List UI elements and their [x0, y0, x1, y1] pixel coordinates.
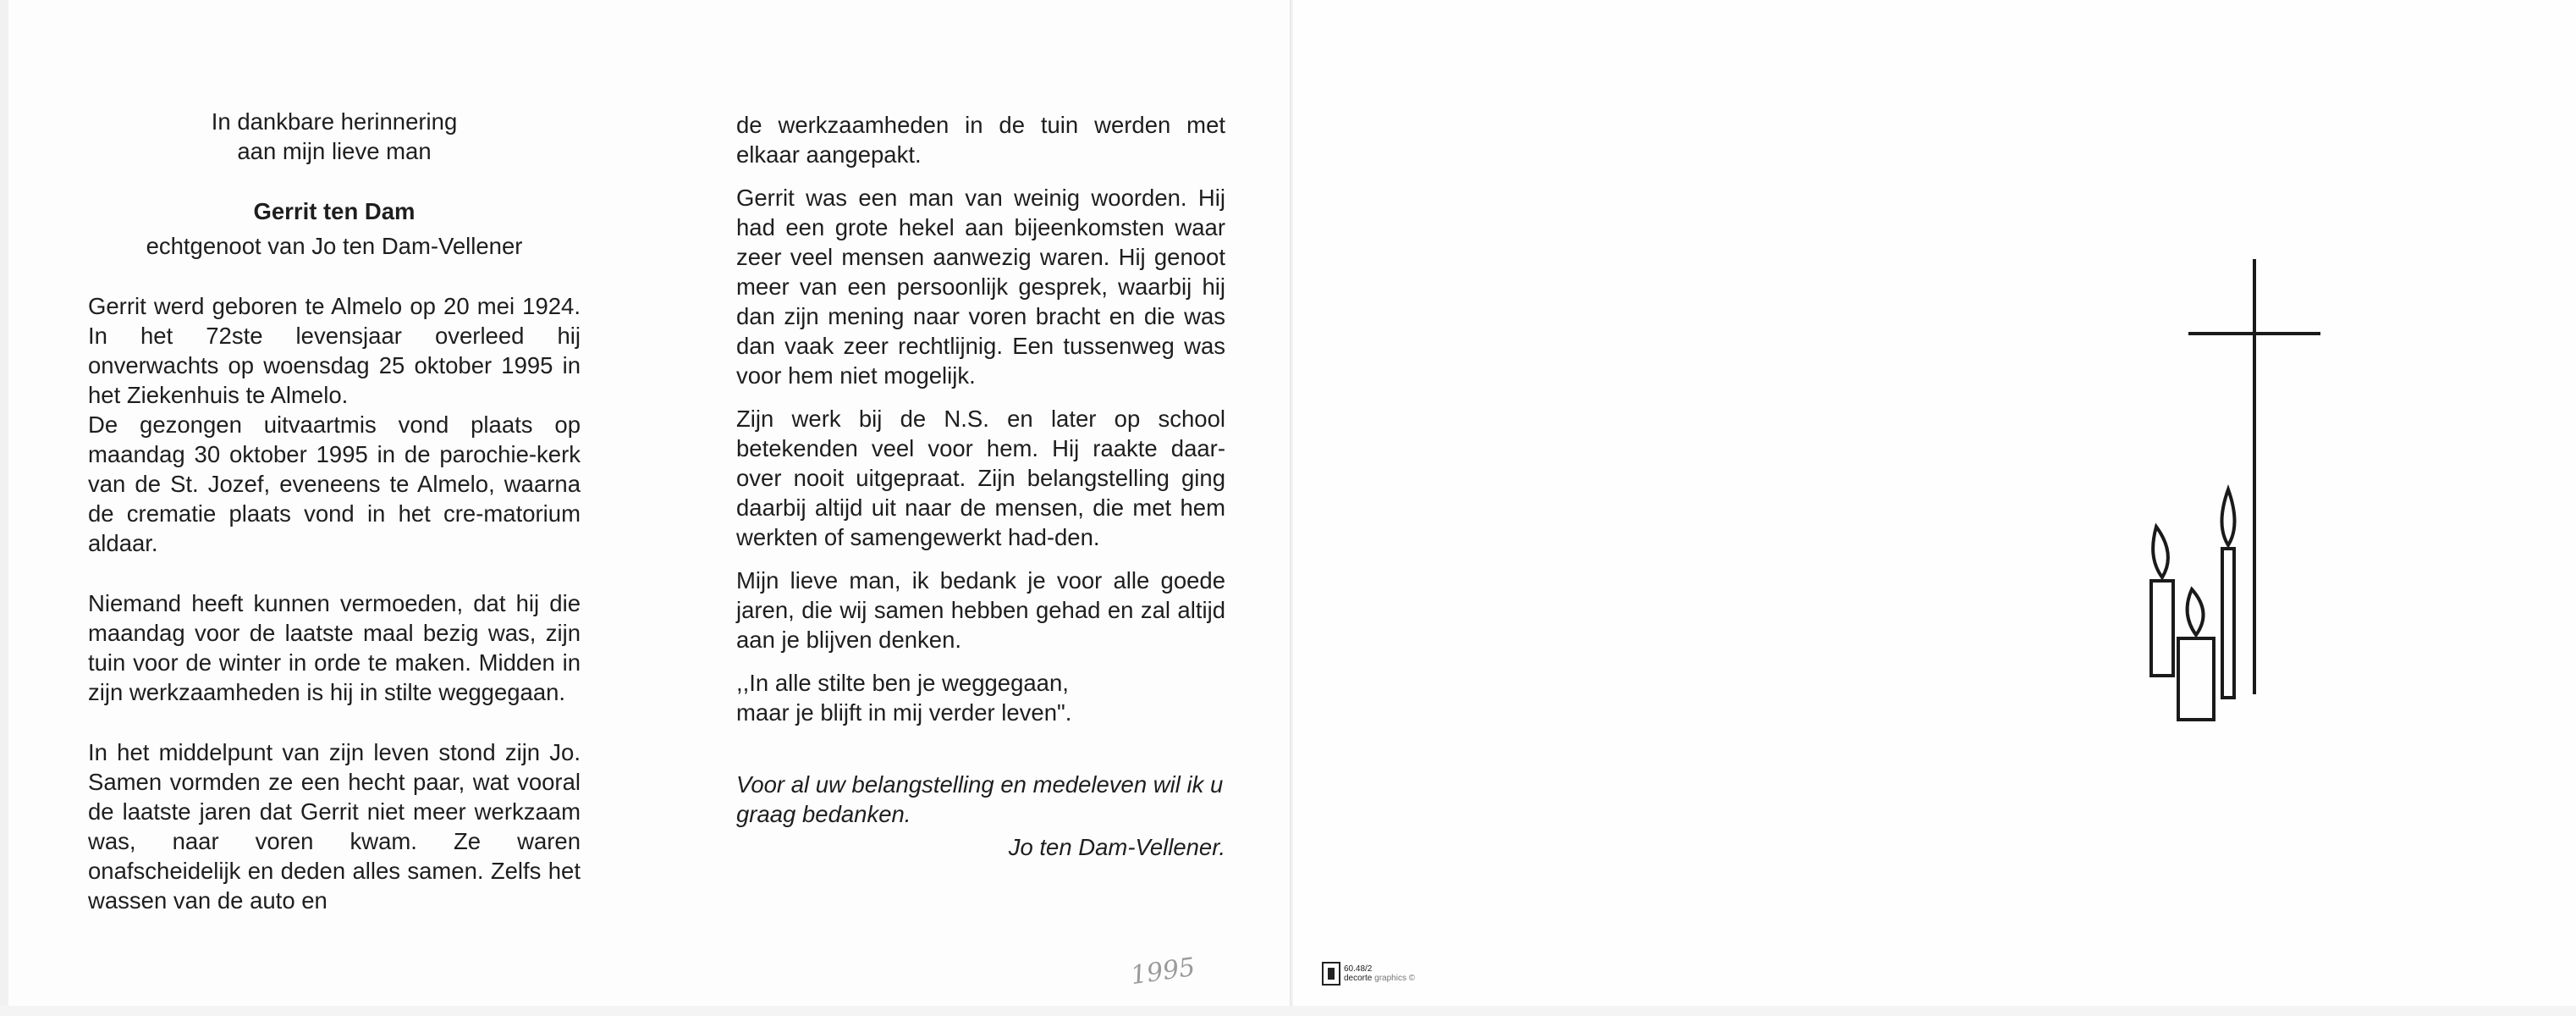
signature: Jo ten Dam-Vellener.	[1008, 834, 1225, 860]
text-column-right	[736, 110, 1225, 862]
candle-tall	[2222, 549, 2234, 698]
paragraph-continued: de werkzaamheden in de tuin werden met elkaar aangepakt.	[736, 112, 1225, 168]
paragraph-marriage: In het middelpunt van zijn leven stond zijn Jo. Samen vormden ze een hecht paar, wat vooral de laatste jaren dat Gerrit niet meer werkzaam was, naar voren kwam. Ze waren onafscheidelijk en deden alles samen. Zelfs het wassen van de auto en	[88, 739, 581, 914]
quote-line-1: ,,In alle stilte ben je weggegaan,	[736, 670, 1069, 696]
paragraph-birth-death: Gerrit werd geboren te Almelo op 20 mei 1924. In het 72ste levensjaar overleed hij onverwachts op woensdag 25 oktober 1995 in het Ziekenhuis te Almelo.	[88, 293, 581, 408]
cross-and-candles-icon	[2141, 254, 2327, 728]
paragraph-work: Zijn werk bij de N.S. en later op school betekenden veel voor hem. Hij raakte daar-over nooit uitgepraat. Zijn belangstelling ging daarbij altijd uit naar de mensen, die met hem werkten of samengewerkt had-den.	[736, 406, 1225, 550]
thanks-text: Voor al uw belangstelling en medeleven wil ik u graag bedanken.	[736, 771, 1224, 827]
spouse-line: echtgenoot van Jo ten Dam-Vellener	[146, 233, 523, 259]
publisher-logo	[1322, 962, 1415, 986]
candle-front	[2178, 638, 2214, 720]
publisher-logo-icon	[1322, 962, 1340, 986]
paragraph-farewell: Mijn lieve man, ik bedank je voor alle goede jaren, die wij samen hebben gehad en zal altijd aan je blijven denken.	[736, 567, 1225, 653]
card-fold	[1290, 0, 1293, 1016]
paragraph-garden: Niemand heeft kunnen vermoeden, dat hij die maandag voor de laatste maal bezig was, zijn tuin voor de winter in orde te maken. Midden in zijn werkzaamheden is hij in stilte weggegaan.	[88, 590, 581, 705]
text-column-left	[88, 107, 581, 915]
pencil-annotation: 1995	[1128, 952, 1197, 991]
paragraph-character: Gerrit was een man van weinig woorden. Hij had een grote hekel aan bijeenkomsten waar zeer veel mensen aanwezig waren. Hij genoot meer van een persoonlijk gesprek, waarbij hij dan zijn mening naar voren bracht en die was dan vaak zeer rechtlijnig. Een tussenweg was voor hem niet mogelijk.	[736, 185, 1225, 389]
deceased-name: Gerrit ten Dam	[253, 198, 416, 224]
flame-left	[2153, 527, 2168, 577]
header-line-2: aan mijn lieve man	[237, 138, 432, 164]
card-edge-left	[0, 0, 8, 1016]
publisher-code: 60.48/2	[1344, 964, 1373, 974]
quote-line-2: maar je blijft in mij verder leven".	[736, 699, 1072, 726]
publisher-name-suffix: graphics ©	[1374, 974, 1416, 983]
card-edge-bottom	[0, 1006, 2576, 1016]
flame-tall	[2222, 489, 2235, 545]
candle-left	[2151, 581, 2173, 676]
flame-front	[2188, 589, 2204, 635]
header-line-1: In dankbare herinnering	[211, 108, 458, 135]
paragraph-funeral: De gezongen uitvaartmis vond plaats op maandag 30 oktober 1995 in de parochie-kerk van de St. Jozef, eveneens te Almelo, waarna de crematie plaats vond in het cre-matorium aldaar.	[88, 411, 581, 556]
publisher-name: decorte	[1344, 974, 1373, 983]
card-back-cover	[1293, 0, 2576, 1016]
